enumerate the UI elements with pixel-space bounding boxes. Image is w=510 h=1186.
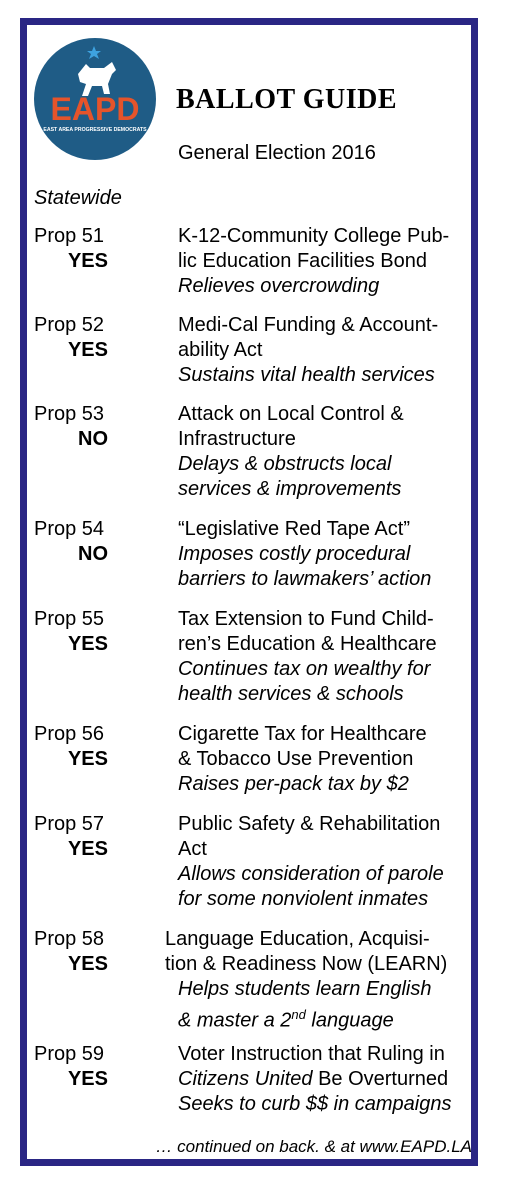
prop-note-line: Relieves overcrowding [178, 275, 380, 297]
section-heading: Statewide [34, 187, 122, 209]
prop-label-2 [34, 313, 108, 363]
prop-note-line: barriers to lawmakers’ action [178, 568, 432, 590]
prop-note-line: Seeks to curb $$ in campaigns [178, 1093, 452, 1115]
prop-label-5 [34, 607, 108, 657]
prop-number: Prop 53 [34, 403, 105, 425]
prop-description-8 [165, 927, 447, 1034]
prop-note-line: Delays & obstructs local [178, 453, 392, 475]
prop-number: Prop 52 [34, 314, 105, 336]
prop-note-line: Raises per-pack tax by $2 [178, 773, 409, 795]
prop-title-line: Voter Instruction that Ruling in [178, 1043, 445, 1065]
prop-description-5 [178, 607, 437, 707]
prop-description-1 [178, 224, 449, 299]
prop-title-line: Cigarette Tax for Healthcare [178, 723, 427, 745]
prop-vote: YES [67, 748, 108, 770]
prop-title-line: Language Education, Acquisi- [165, 928, 430, 950]
prop-note-line: Helps students learn English [178, 978, 432, 1000]
prop-label-1 [34, 224, 108, 274]
prop-title-line: “Legislative Red Tape Act” [178, 518, 410, 540]
prop-vote: YES [67, 250, 108, 272]
prop-title-line: tion & Readiness Now (LEARN) [165, 953, 448, 975]
prop-number: Prop 55 [34, 608, 105, 630]
prop-note-line: services & improvements [178, 478, 402, 500]
prop-title-line: & Tobacco Use Prevention [178, 748, 414, 770]
footer-note[interactable]: … continued on back. & at www.EAPD.LA [155, 1137, 472, 1156]
prop-label-7 [34, 812, 108, 862]
prop-number: Prop 58 [34, 928, 105, 950]
prop-number: Prop 56 [34, 723, 105, 745]
prop-note-line: health services & schools [178, 683, 404, 705]
prop-vote: NO [78, 428, 108, 450]
prop-vote: YES [67, 838, 108, 860]
prop-title-line: K-12-Community College Pub- [178, 225, 450, 247]
prop-label-4 [34, 517, 108, 567]
prop-title-line: Attack on Local Control & [178, 403, 404, 425]
prop-number: Prop 51 [34, 225, 105, 247]
prop-description-4 [178, 517, 431, 592]
prop-label-3 [34, 402, 108, 452]
prop-note-line: Allows consideration of parole [178, 863, 444, 885]
prop-title-line: ability Act [178, 339, 263, 361]
prop-description-7 [178, 812, 444, 912]
prop-number: Prop 54 [34, 518, 105, 540]
prop-title-line: Citizens United Be Overturned [178, 1068, 449, 1090]
prop-title-line: ren’s Education & Healthcare [178, 633, 437, 655]
prop-note-line: for some nonviolent inmates [178, 888, 429, 910]
page-title: BALLOT GUIDE [176, 84, 397, 115]
prop-note-line: Imposes costly procedural [178, 543, 411, 565]
prop-title-line: Public Safety & Rehabilitation [178, 813, 441, 835]
prop-vote: NO [78, 543, 108, 565]
eapd-logo [34, 38, 156, 160]
prop-description-3 [178, 402, 404, 502]
prop-title-line: Medi-Cal Funding & Account- [178, 314, 439, 336]
prop-vote: YES [67, 1068, 108, 1090]
prop-title-line: Infrastructure [178, 428, 296, 450]
prop-label-8 [34, 927, 108, 977]
prop-description-2 [178, 313, 438, 388]
prop-vote: YES [67, 633, 108, 655]
prop-title-line: Act [178, 838, 207, 860]
prop-description-6 [178, 722, 427, 797]
prop-note-line: & master a 2nd language [178, 1007, 394, 1032]
prop-title-line: lic Education Facilities Bond [178, 250, 428, 272]
prop-label-6 [34, 722, 108, 772]
page-subtitle: General Election 2016 [178, 142, 376, 164]
prop-title-line: Tax Extension to Fund Child- [178, 608, 434, 630]
prop-vote: YES [67, 339, 108, 361]
prop-vote: YES [67, 953, 108, 975]
prop-note-line: Continues tax on wealthy for [178, 658, 431, 680]
prop-label-9 [34, 1042, 108, 1092]
prop-description-9 [178, 1042, 452, 1117]
logo-text: EAPD [50, 91, 140, 127]
prop-number: Prop 59 [34, 1043, 105, 1065]
prop-note-line: Sustains vital health services [178, 364, 435, 386]
logo-subtext: EAST AREA PROGRESSIVE DEMOCRATS [43, 127, 147, 133]
prop-number: Prop 57 [34, 813, 105, 835]
